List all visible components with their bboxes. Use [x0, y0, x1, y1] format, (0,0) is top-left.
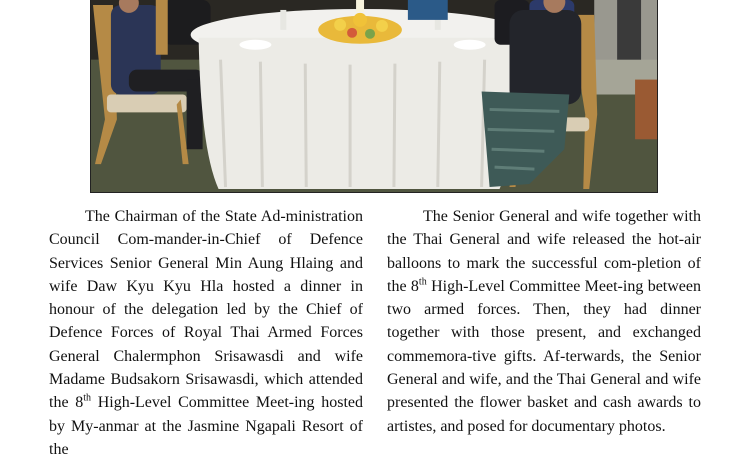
left-text-ordinal: 8 — [75, 394, 84, 412]
left-text-part-1: The Chairman of the State Ad-ministration Council Com-mander-in-Chief of Defence Services Senior General Min Aung Hlaing and wife Daw Kyu Kyu Hla hosted a dinner in honour of the delegation led by the Chief of Defence Forces of Royal Thai Armed Forces General Chalermphon Srisawasdi and wife Madame Budsakorn Srisawasdi, which attended the — [49, 208, 363, 412]
article-right-column — [387, 205, 701, 438]
right-text-part-2: High-Level Committee Meet-ing between two armed forces. Then, they had dinner together with those present, and exchanged commemora-tive gifts. Af-terwards, the Senior General and wife, and the Thai General and wife presented the flower basket and cash awards to artistes, and posed for documentary photos. — [387, 277, 701, 435]
right-paragraph — [387, 205, 701, 438]
dinner-photo — [90, 0, 658, 193]
left-text-superscript: th — [83, 393, 92, 405]
left-text-part-2: High-Level Committee Meet-ing hosted by My-anmar at the Jasmine Ngapali Resort of the — [49, 394, 364, 458]
right-text-part-1: The Senior General and wife together with the Thai General and wife released the hot-air balloons to mark the successful com-pletion of the — [387, 208, 701, 295]
article-left-column — [49, 205, 363, 461]
right-text-ordinal: 8 — [410, 277, 419, 295]
dinner-scene-illustration — [91, 0, 657, 192]
right-text-superscript: th — [418, 276, 427, 288]
left-paragraph — [49, 205, 363, 461]
